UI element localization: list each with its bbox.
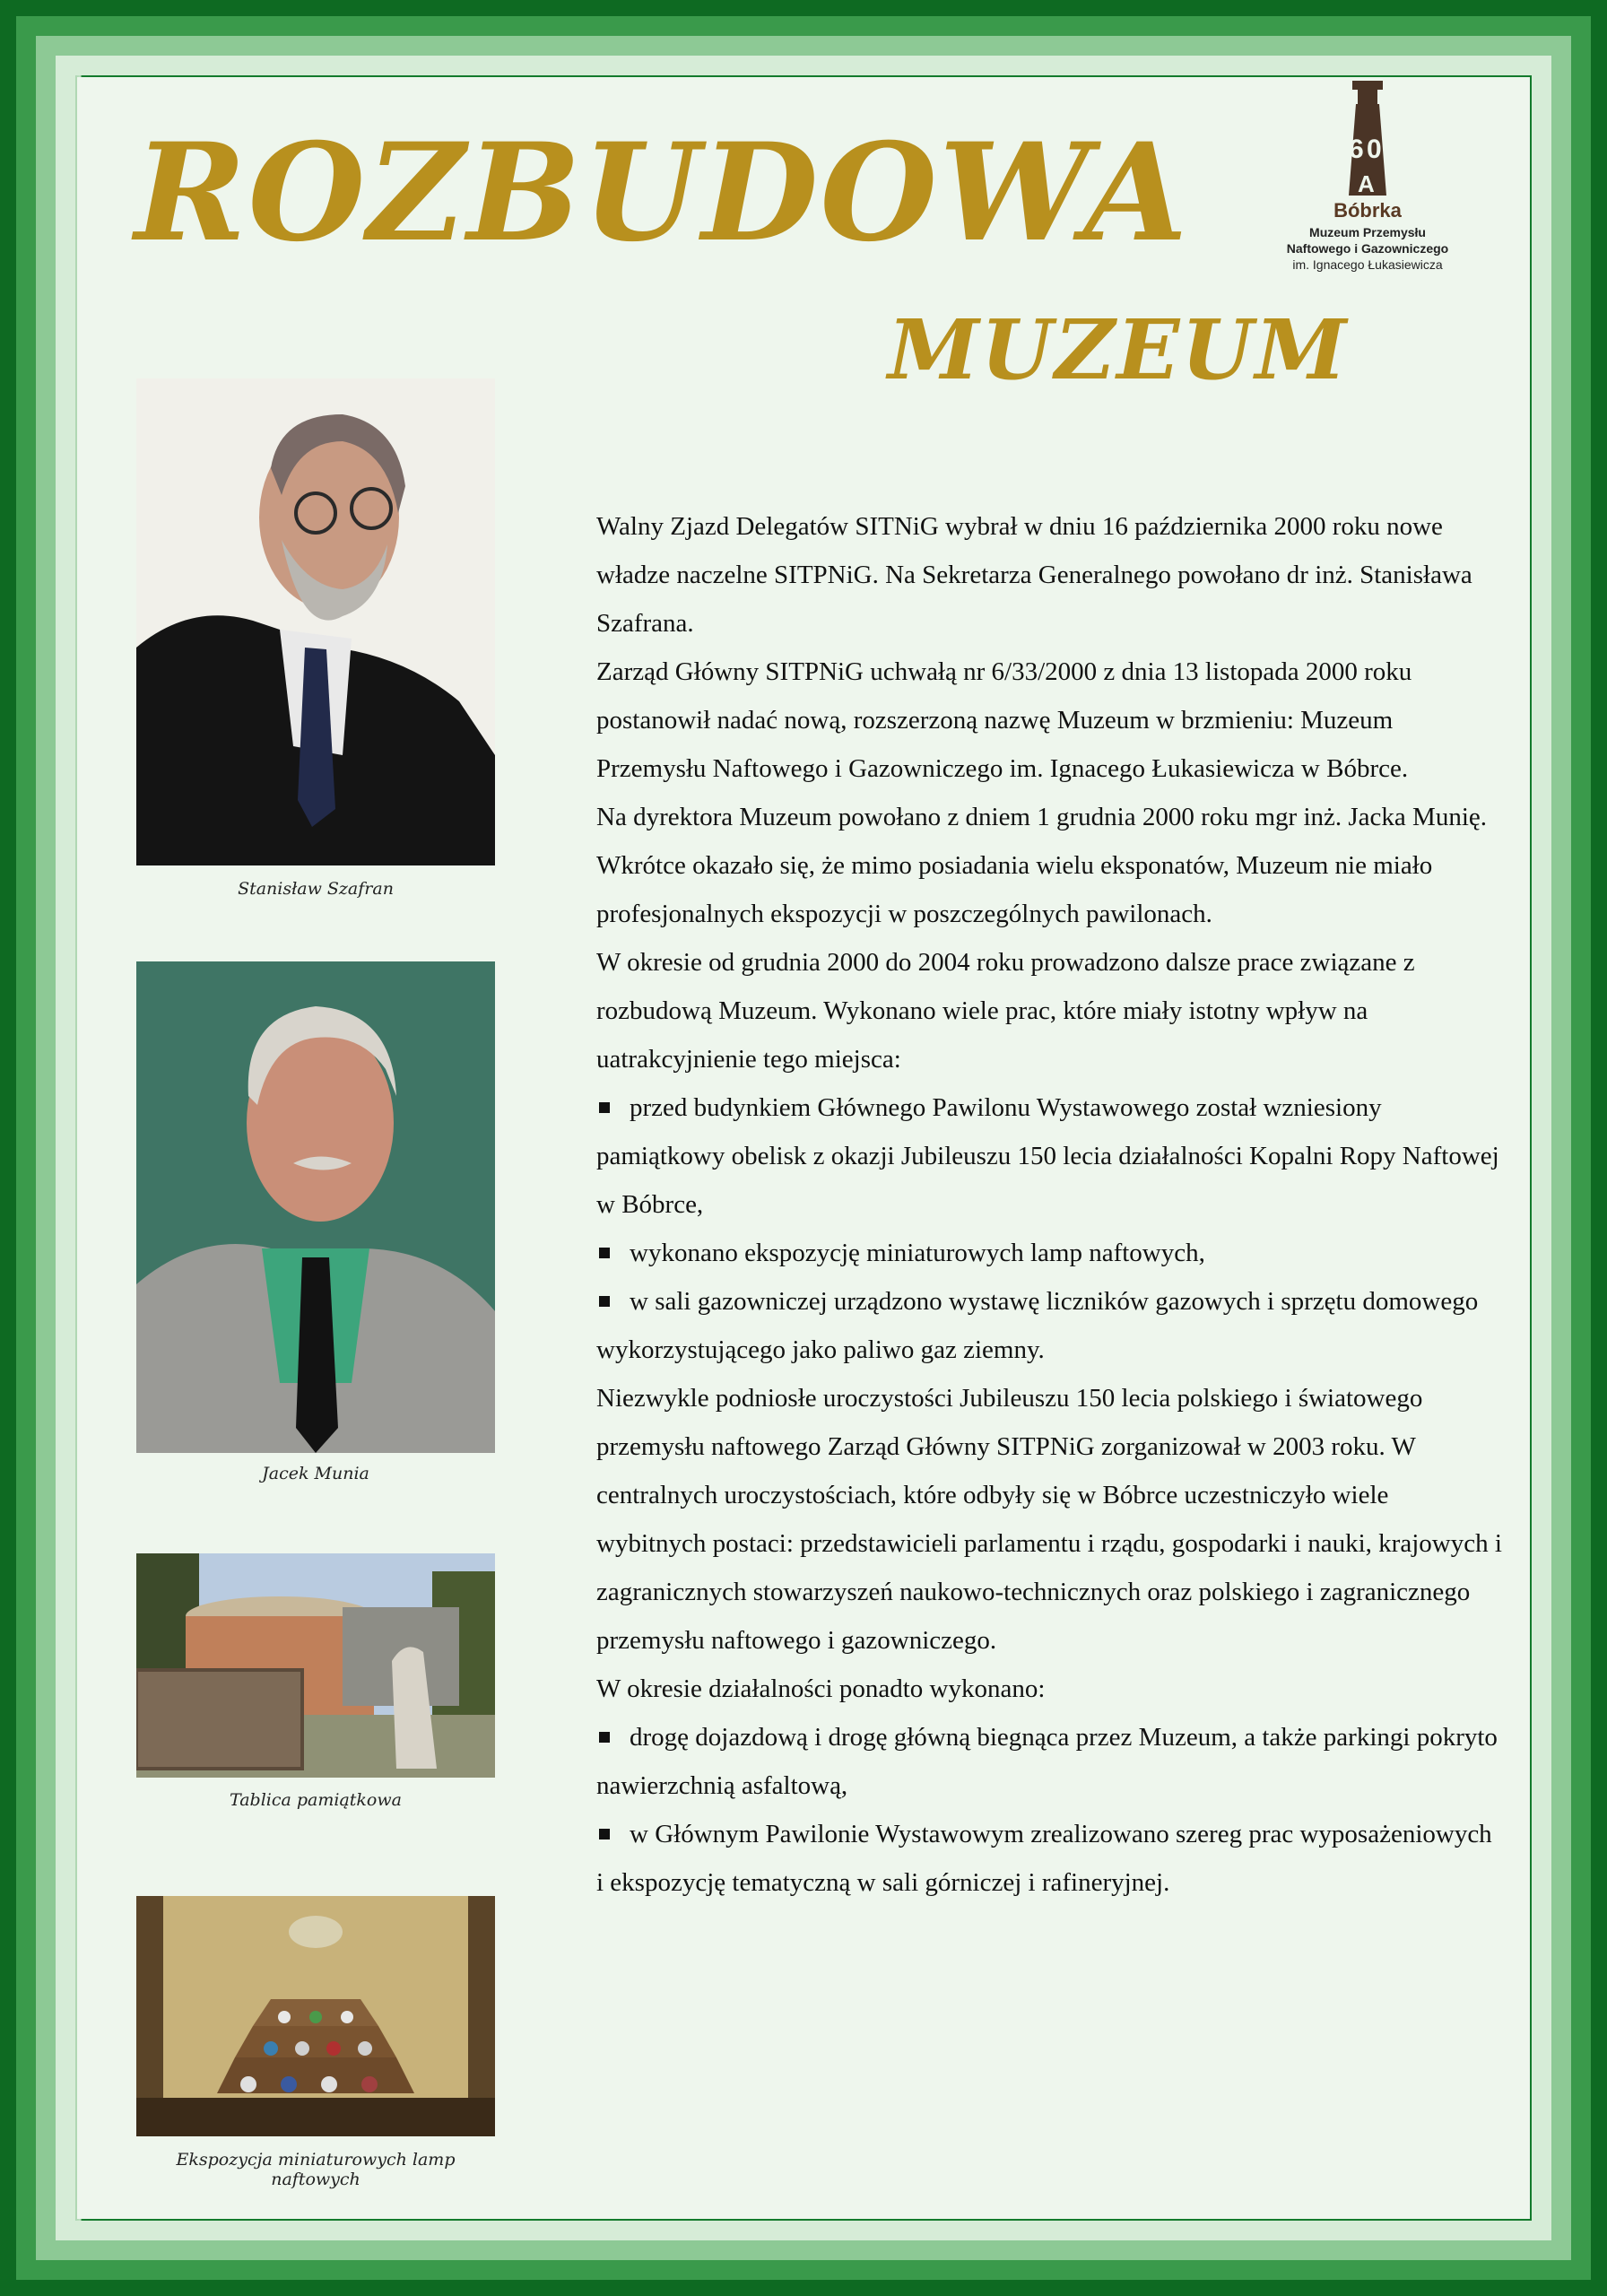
paragraph: W okresie działalności ponadto wykonano:: [596, 1674, 1046, 1703]
bullet-item: drogę dojazdową i drogę główną biegnąca przez Muzeum, a także parkingi pokryto nawierzchnią asfaltową,: [596, 1713, 1502, 1810]
paragraph: Zarząd Główny SITPNiG uchwałą nr 6/33/2000 z dnia 13 listopada 2000 roku postanowił nadać nową, rozszerzoną nazwę Muzeum w brzmieniu: Muzeum Przemysłu Naftowego i Gazowniczego im. Ignacego Łukasiewicza w Bóbrce.: [596, 657, 1412, 783]
svg-text:6: 6: [1349, 135, 1364, 164]
caption-photo1: Stanisław Szafran: [238, 879, 394, 899]
paragraph: Niezwykle podniosłe uroczystości Jubileuszu 150 lecia polskiego i światowego przemysłu naftowego Zarząd Główny SITPNiG zorganizował w 2003 roku. W centralnych uroczystościach, które odbyły się w Bóbrce uczestniczyło wiele wybitnych postaci: przedstawicieli parlamentu i rządu, gospodarki i nauki, krajowych i zagranicznych stowarzyszeń naukowo-technicznych oraz polskiego i zagranicznego przemysłu naftowego i gazowniczego.: [596, 1384, 1502, 1655]
logo-line3: im. Ignacego Łukasiewicza: [1292, 257, 1443, 272]
svg-text:A: A: [1358, 170, 1375, 196]
caption-photo2: Jacek Munia: [262, 1464, 369, 1483]
article-body: [596, 502, 1502, 1907]
photo-jacek-munia: [136, 961, 495, 1453]
photo-memorial-plaque: [136, 1553, 495, 1778]
logo-line1: Muzeum Przemysłu: [1309, 225, 1426, 239]
logo-subtitle: [1260, 224, 1475, 257]
museum-logo: [1260, 81, 1475, 278]
logo-line2: Naftowego i Gazowniczego: [1286, 241, 1449, 256]
title-main: ROZBUDOWA: [135, 114, 1190, 272]
oil-derrick-logo-icon: [1336, 81, 1399, 196]
bullet-item: w sali gazowniczej urządzono wystawę liczników gazowych i sprzętu domowego wykorzystującego jako paliwo gaz ziemny.: [596, 1277, 1502, 1374]
caption-photo3: Tablica pamiątkowa: [230, 1790, 402, 1810]
bullet-item: wykonano ekspozycję miniaturowych lamp naftowych,: [596, 1229, 1502, 1277]
paragraph: Wkrótce okazało się, że mimo posiadania wielu eksponatów, Muzeum nie miało profesjonalnych ekspozycji w poszczególnych pawilonach.: [596, 851, 1433, 928]
svg-text:0: 0: [1367, 135, 1382, 164]
title-sub: MUZEUM: [888, 301, 1349, 398]
bullet-item: przed budynkiem Głównego Pawilonu Wystawowego został wzniesiony pamiątkowy obelisk z okazji Jubileuszu 150 lecia działalności Kopalni Ropy Naftowej w Bóbrce,: [596, 1083, 1502, 1229]
paragraph: Walny Zjazd Delegatów SITNiG wybrał w dniu 16 października 2000 roku nowe władze naczelne SITPNiG. Na Sekretarza Generalnego powołano dr inż. Stanisława Szafrana.: [596, 512, 1472, 638]
paragraph: W okresie od grudnia 2000 do 2004 roku prowadzono dalsze prace związane z rozbudową Muzeum. Wykonano wiele prac, które miały istotny wpływ na uatrakcyjnienie tego miejsca:: [596, 948, 1415, 1074]
caption-photo4: Ekspozycja miniaturowych lamp naftowych: [176, 2150, 456, 2189]
photo-stanislaw-szafran: [136, 378, 495, 865]
paragraph: Na dyrektora Muzeum powołano z dniem 1 grudnia 2000 roku mgr inż. Jacka Munię.: [596, 803, 1487, 831]
photo-lamp-exhibition: [136, 1896, 495, 2136]
logo-name: Bóbrka: [1333, 199, 1402, 222]
bullet-item: w Głównym Pawilonie Wystawowym zrealizowano szereg prac wyposażeniowych i ekspozycję tematyczną w sali górniczej i rafineryjnej.: [596, 1810, 1502, 1907]
